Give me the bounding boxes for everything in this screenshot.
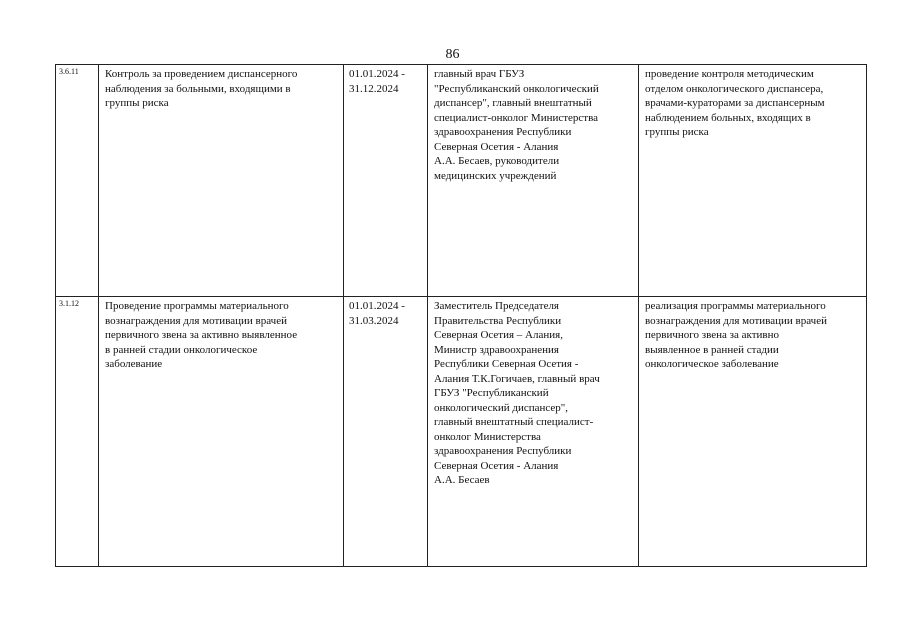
- table-body: [56, 65, 867, 567]
- cell-text-line: реализация программы материального: [645, 300, 826, 312]
- result-cell: [639, 297, 867, 567]
- cell-text-line: главный внештатный специалист-: [434, 416, 594, 428]
- cell-text-line: 01.01.2024 -: [349, 300, 405, 312]
- cell-text-line: ГБУЗ "Республиканский: [434, 387, 549, 399]
- cell-text-line: 31.12.2024: [349, 82, 399, 95]
- action-plan-table: [55, 64, 867, 567]
- result-cell: [639, 65, 867, 297]
- cell-text-line: вознаграждения для мотивации врачей: [645, 314, 827, 327]
- cell-text-line: Северная Осетия – Алания,: [434, 329, 563, 341]
- cell-text-line: онколог Министерства: [434, 430, 541, 443]
- cell-text-line: первичного звена за активно выявленное: [105, 329, 298, 341]
- cell-text-line: здравоохранения Республики: [434, 126, 572, 138]
- cell-text-line: 01.01.2024 -: [349, 68, 405, 80]
- action-cell: [99, 65, 344, 297]
- cell-text-line: главный врач ГБУЗ: [434, 68, 525, 80]
- cell-text-line: группы риска: [645, 126, 709, 138]
- cell-text-line: Проведение программы материального: [105, 300, 289, 312]
- cell-text-line: Министр здравоохранения: [434, 343, 559, 356]
- cell-text-line: проведение контроля методическим: [645, 68, 814, 80]
- dates-cell: [344, 297, 428, 567]
- item-number-cell: 3.6.11: [56, 65, 99, 297]
- cell-text-line: медицинских учреждений: [434, 169, 557, 182]
- cell-text-line: здравоохранения Республики: [434, 445, 572, 457]
- item-number-cell: 3.1.12: [56, 297, 99, 567]
- cell-text-line: врачами-кураторами за диспансерным: [645, 97, 825, 109]
- action-cell: [99, 297, 344, 567]
- table-row: [56, 297, 867, 567]
- cell-text-line: 31.03.2024: [349, 314, 399, 327]
- cell-text-line: онкологический диспансер",: [434, 401, 569, 414]
- cell-text-line: онкологическое заболевание: [645, 358, 779, 370]
- cell-text-line: Республики Северная Осетия -: [434, 358, 579, 370]
- cell-text-line: Контроль за проведением диспансерного: [105, 68, 298, 80]
- cell-text-line: в ранней стадии онкологическое: [105, 343, 258, 356]
- cell-text-line: Алания Т.К.Гогичаев, главный врач: [434, 372, 600, 385]
- responsible-cell: [428, 65, 639, 297]
- cell-text-line: А.А. Бесаев: [434, 474, 490, 486]
- table-row: [56, 65, 867, 297]
- cell-text-line: Заместитель Председателя: [434, 300, 559, 312]
- cell-text-line: "Республиканский онкологический: [434, 82, 599, 95]
- cell-text-line: группы риска: [105, 97, 169, 109]
- cell-text-line: отделом онкологического диспансера,: [645, 82, 824, 95]
- responsible-cell: [428, 297, 639, 567]
- cell-text-line: наблюдением больных, входящих в: [645, 111, 811, 124]
- cell-text-line: диспансер", главный внештатный: [434, 97, 592, 109]
- cell-text-line: Северная Осетия - Алания: [434, 140, 559, 153]
- dates-cell: [344, 65, 428, 297]
- cell-text-line: выявленное в ранней стадии: [645, 343, 779, 356]
- cell-text-line: первичного звена за активно: [645, 329, 779, 341]
- cell-text-line: наблюдения за больными, входящими в: [105, 82, 291, 95]
- cell-text-line: Северная Осетия - Алания: [434, 459, 559, 472]
- cell-text-line: специалист-онколог Министерства: [434, 111, 599, 124]
- page-number: 86: [445, 47, 460, 62]
- cell-text-line: заболевание: [105, 358, 163, 370]
- cell-text-line: вознаграждения для мотивации врачей: [105, 314, 287, 327]
- cell-text-line: Правительства Республики: [434, 314, 562, 327]
- cell-text-line: А.А. Бесаев, руководители: [434, 155, 560, 167]
